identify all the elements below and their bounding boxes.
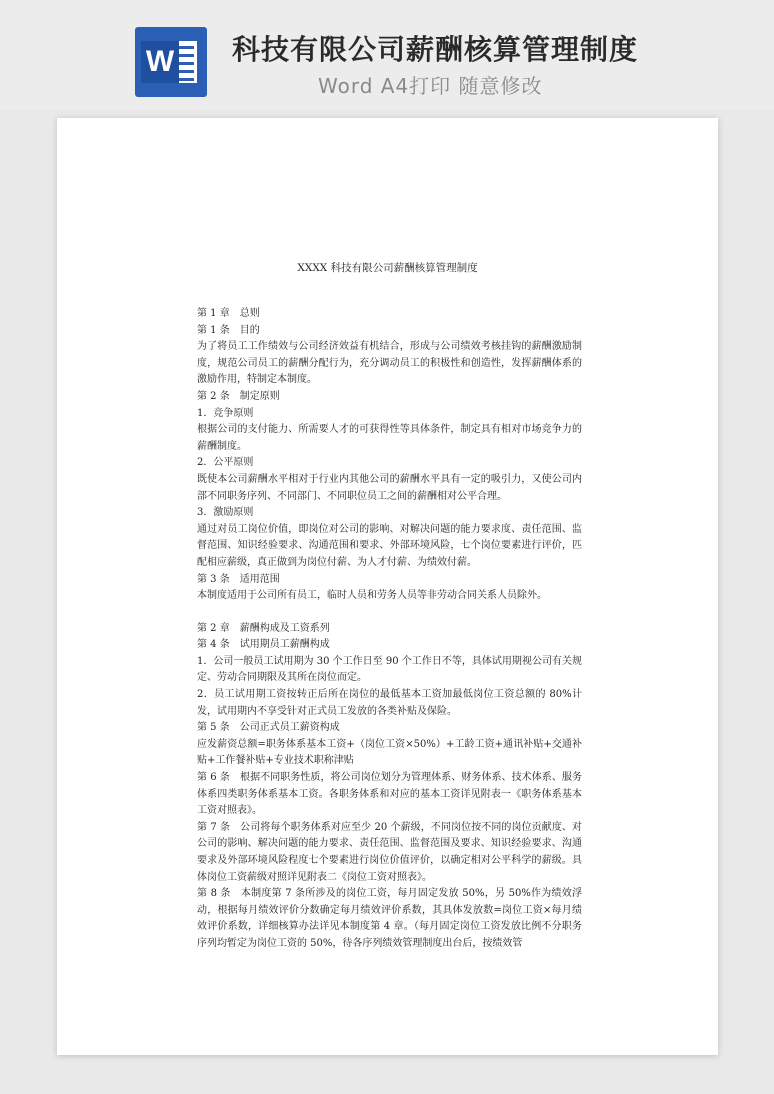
document-paragraph: 本制度适用于公司所有员工，临时人员和劳务人员等非劳动合同关系人员除外。 (197, 590, 547, 602)
paragraph-spacer (197, 605, 582, 621)
document-paragraph: 1．竞争原则 (197, 407, 254, 419)
document-page (57, 118, 718, 1055)
document-paragraph: 第 7 条 公司将每个职务体系对应至少 20 个薪级，不同岗位按不同的岗位贡献度、对公司的影响、解决问题的能力要求、责任范围、监督范围及要求、知识经验要求、沟通要求及外部环境风险程度七个要素进行岗位价值评价，以确定相对公平科学的薪级。具体岗位工资薪级对照详见附表二《岗位工资对照表》。 (197, 821, 582, 883)
document-paragraph: 第 5 条 公司正式员工薪资构成 (197, 722, 340, 734)
banner-title: 科技有限公司薪酬核算管理制度 (232, 33, 639, 66)
document-paragraph: 根据公司的支付能力、所需要人才的可获得性等具体条件，制定具有相对市场竞争力的薪酬制度。 (197, 424, 582, 452)
document-paragraph: 第 1 条 目的 (197, 324, 260, 336)
word-logo-letter: W (141, 41, 179, 83)
banner-header (0, 0, 774, 110)
document-paragraph: 第 8 条 本制度第 7 条所涉及的岗位工资，每月固定发放 50%，另 50%作为绩效浮动，根据每月绩效评价分数确定每月绩效评价系数，其具体发放数=岗位工资×每月绩效评价系数，详细核算办法详见本制度第 4 章。（每月固定岗位工资发放比例不分职务序列均暂定为岗位工资的 50%，待各序列绩效管理制度出台后，按绩效管 (197, 888, 582, 949)
document-paragraph: 第 4 条 试用期员工薪酬构成 (197, 639, 330, 651)
document-paragraph: 3．激励原则 (197, 507, 254, 519)
document-body (197, 306, 582, 953)
document-paragraph: 既使本公司薪酬水平相对于行业内其他公司的薪酬水平具有一定的吸引力，又使公司内部不同职务序列、不同部门、不同职位员工之间的薪酬相对公平合理。 (197, 473, 582, 502)
document-paragraph: 第 6 条 根据不同职务性质，将公司岗位划分为管理体系、财务体系、技术体系、服务体系四类职务体系基本工资。各职务体系和对应的基本工资详见附表一《职务体系基本工资对照表》。 (197, 772, 582, 817)
document-paragraph: 2．公平原则 (197, 457, 254, 469)
document-paragraph: 通过对员工岗位价值，即岗位对公司的影响、对解决问题的能力要求度、责任范围、监督范围、知识经验要求、沟通范围和要求、外部环境风险，七个岗位要素进行评价，匹配相应薪级，真正做到为岗位付薪、为人才付薪、为绩效付薪。 (197, 523, 582, 568)
document-paragraph: 第 3 条 适用范围 (197, 573, 280, 585)
banner-subtitle: Word A4打印 随意修改 (318, 74, 543, 98)
document-title: XXXX 科技有限公司薪酬核算管理制度 (297, 262, 478, 274)
document-paragraph: 1．公司一般员工试用期为 30 个工作日至 90 个工作日不等，具体试用期视公司有关规定、劳动合同期限及其所在岗位而定。 (197, 655, 582, 684)
document-paragraph: 2．员工试用期工资按转正后所在岗位的最低基本工资加最低岗位工资总额的 80%计发，试用期内不享受针对正式员工发放的各类补贴及保险。 (197, 689, 582, 717)
document-paragraph: 应发薪资总额=职务体系基本工资+（岗位工资×50%）+工龄工资+通讯补贴+交通补贴+工作餐补贴+专业技术职称津贴 (197, 738, 582, 767)
word-app-icon (135, 27, 207, 97)
document-paragraph: 第 2 章 薪酬构成及工资系列 (197, 622, 330, 634)
document-paragraph: 第 2 条 制定原则 (197, 390, 280, 402)
document-paragraph: 为了将员工工作绩效与公司经济效益有机结合，形成与公司绩效考核挂钩的薪酬激励制度，规范公司员工的薪酬分配行为，充分调动员工的积极性和创造性，发挥薪酬体系的激励作用，特制定本制度。 (197, 341, 582, 386)
document-paragraph: 第 1 章 总则 (197, 308, 260, 319)
